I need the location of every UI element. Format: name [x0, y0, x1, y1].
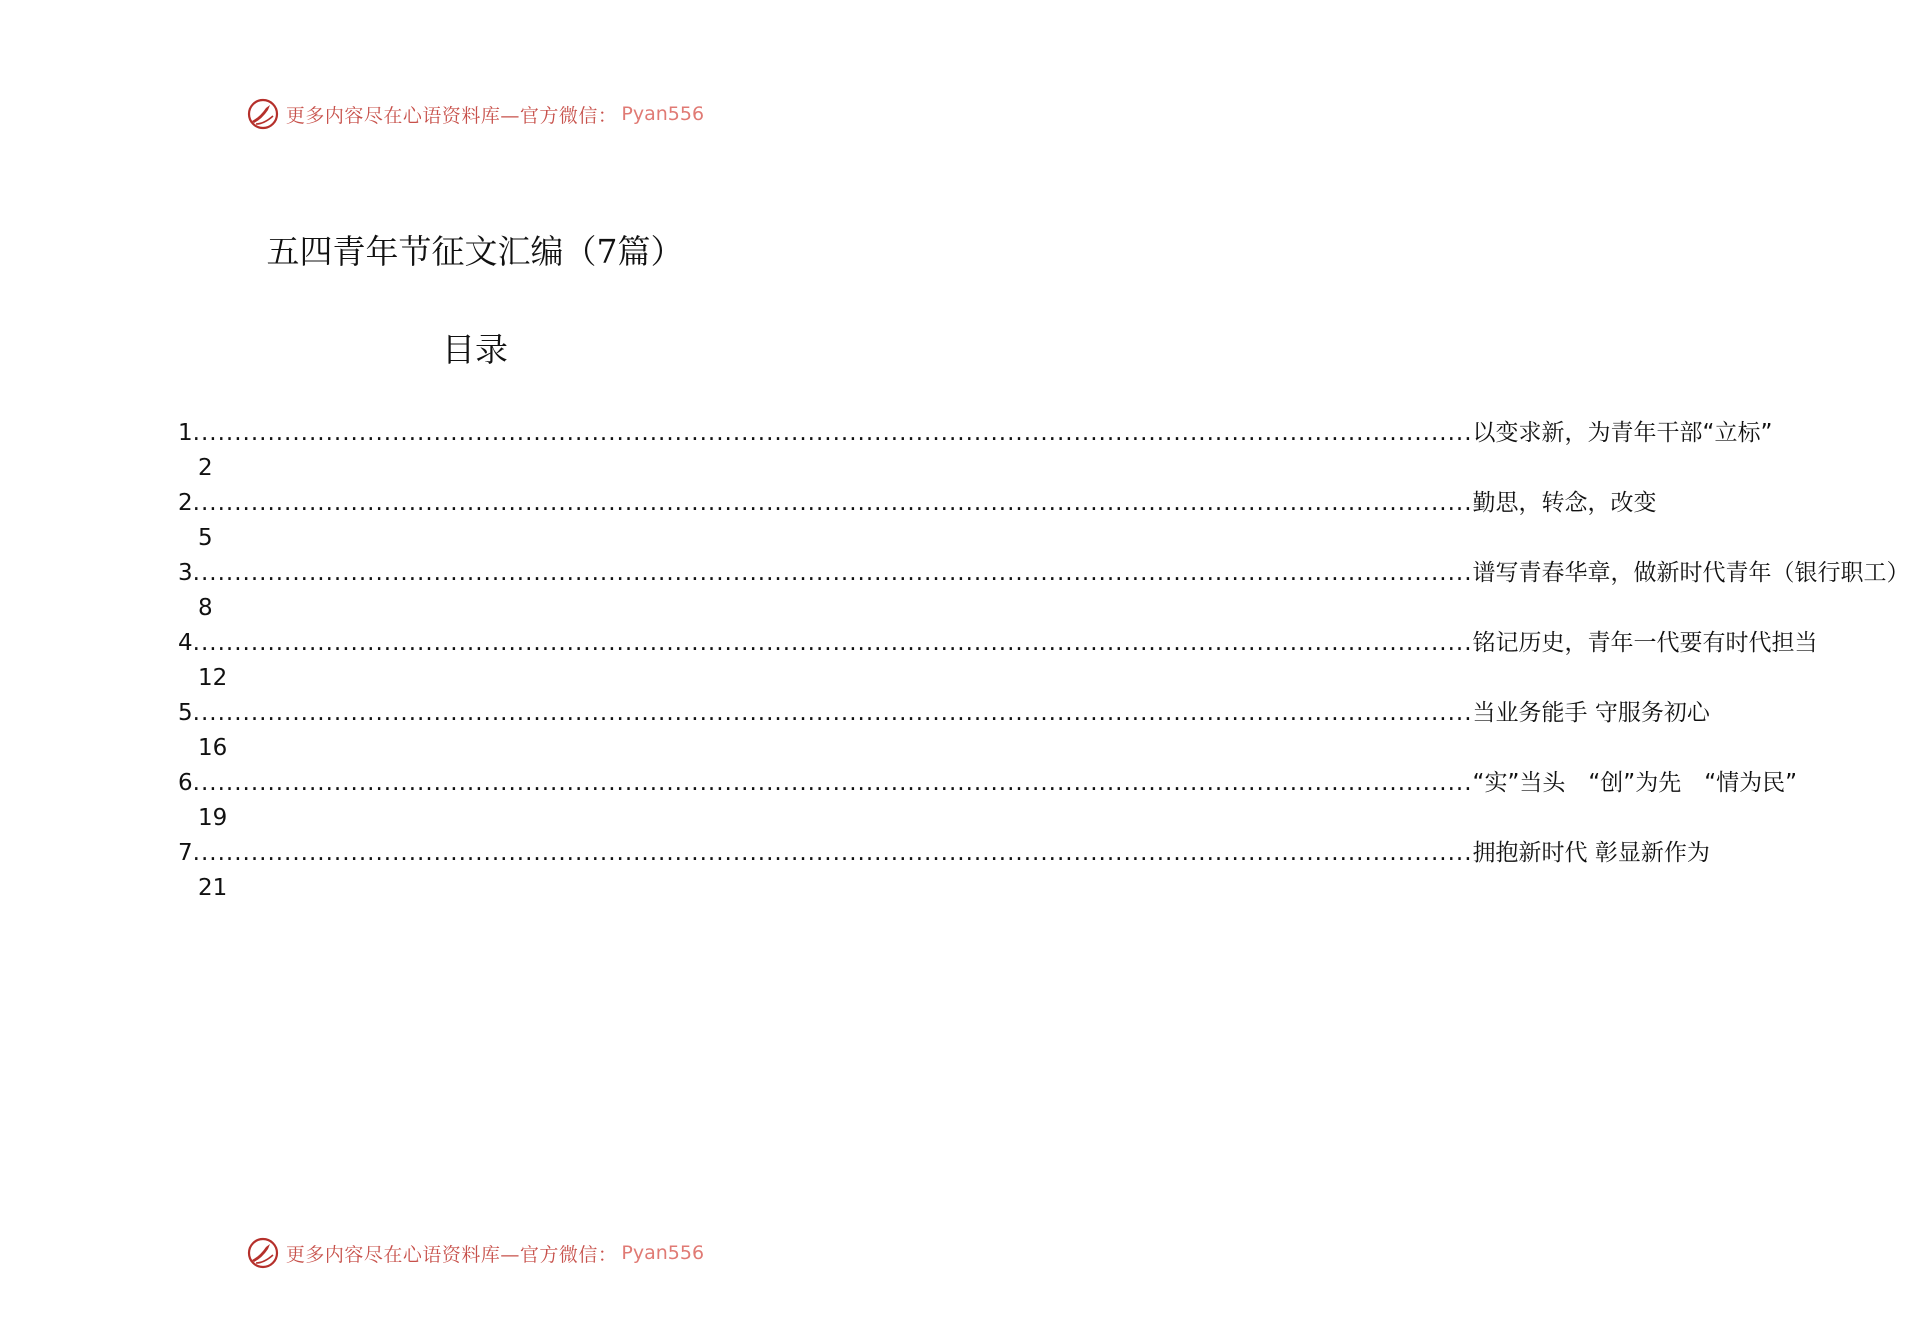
- toc-dot-leader: ..........................................................................................................................................................: [192, 630, 1473, 656]
- toc-entry-number: 3: [178, 560, 193, 586]
- pen-logo-icon: [246, 97, 280, 131]
- toc-entry[interactable]: [178, 416, 1773, 486]
- document-title: 五四青年节征文汇编（7篇）: [266, 232, 684, 271]
- footer-banner: [0, 1233, 950, 1273]
- toc-entry[interactable]: [178, 626, 1818, 696]
- toc-entry-page: 16: [198, 735, 228, 761]
- banner-wechat-id: Pyan556: [621, 103, 705, 125]
- toc-heading: 目录: [442, 330, 508, 369]
- toc-entry[interactable]: [178, 486, 1657, 556]
- toc-entry-number: 5: [178, 700, 193, 726]
- toc-entry-page: 12: [198, 665, 228, 691]
- toc-entry-title: 当业务能手 守服务初心: [1472, 700, 1710, 726]
- toc-entry-number: 6: [178, 770, 193, 796]
- toc-entry-title: 铭记历史，青年一代要有时代担当: [1472, 630, 1818, 656]
- toc-entry-page: 21: [198, 875, 228, 901]
- pen-logo-icon: [246, 1236, 280, 1270]
- toc-entry-page: 2: [198, 455, 213, 481]
- toc-entry-number: 7: [178, 840, 193, 866]
- header-banner: [0, 94, 950, 134]
- toc-dot-leader: ..........................................................................................................................................................: [192, 770, 1473, 796]
- toc-entry-title: “实”当头 “创”为先 “情为民”: [1472, 770, 1798, 796]
- toc-entry-page: 8: [198, 595, 213, 621]
- toc-entry-page: 19: [198, 805, 228, 831]
- toc-entry-page: 5: [198, 525, 213, 551]
- toc-dot-leader: ..........................................................................................................................................................: [192, 490, 1473, 516]
- toc-entry[interactable]: [178, 766, 1798, 836]
- toc-dot-leader: ..........................................................................................................................................................: [192, 700, 1473, 726]
- toc-entry[interactable]: [178, 556, 1910, 626]
- toc-entry-title: 拥抱新时代 彰显新作为: [1472, 840, 1710, 866]
- toc-entry-number: 4: [178, 630, 193, 656]
- toc-dot-leader: ..........................................................................................................................................................: [192, 560, 1473, 586]
- table-of-contents: [178, 416, 1910, 906]
- toc-entry-title: 勤思，转念，改变: [1472, 490, 1657, 516]
- toc-entry-number: 1: [178, 420, 193, 446]
- toc-dot-leader: ..........................................................................................................................................................: [192, 420, 1473, 446]
- banner-wechat-id: Pyan556: [621, 1242, 705, 1264]
- toc-entry-number: 2: [178, 490, 193, 516]
- toc-entry-title: 谱写青春华章，做新时代青年（银行职工）: [1472, 560, 1910, 586]
- banner-text: 更多内容尽在心语资料库—官方微信：: [285, 104, 618, 127]
- toc-dot-leader: ..........................................................................................................................................................: [192, 840, 1473, 866]
- banner-text: 更多内容尽在心语资料库—官方微信：: [285, 1243, 618, 1266]
- toc-entry[interactable]: [178, 696, 1710, 766]
- toc-entry[interactable]: [178, 836, 1710, 906]
- toc-entry-title: 以变求新，为青年干部“立标”: [1472, 420, 1773, 446]
